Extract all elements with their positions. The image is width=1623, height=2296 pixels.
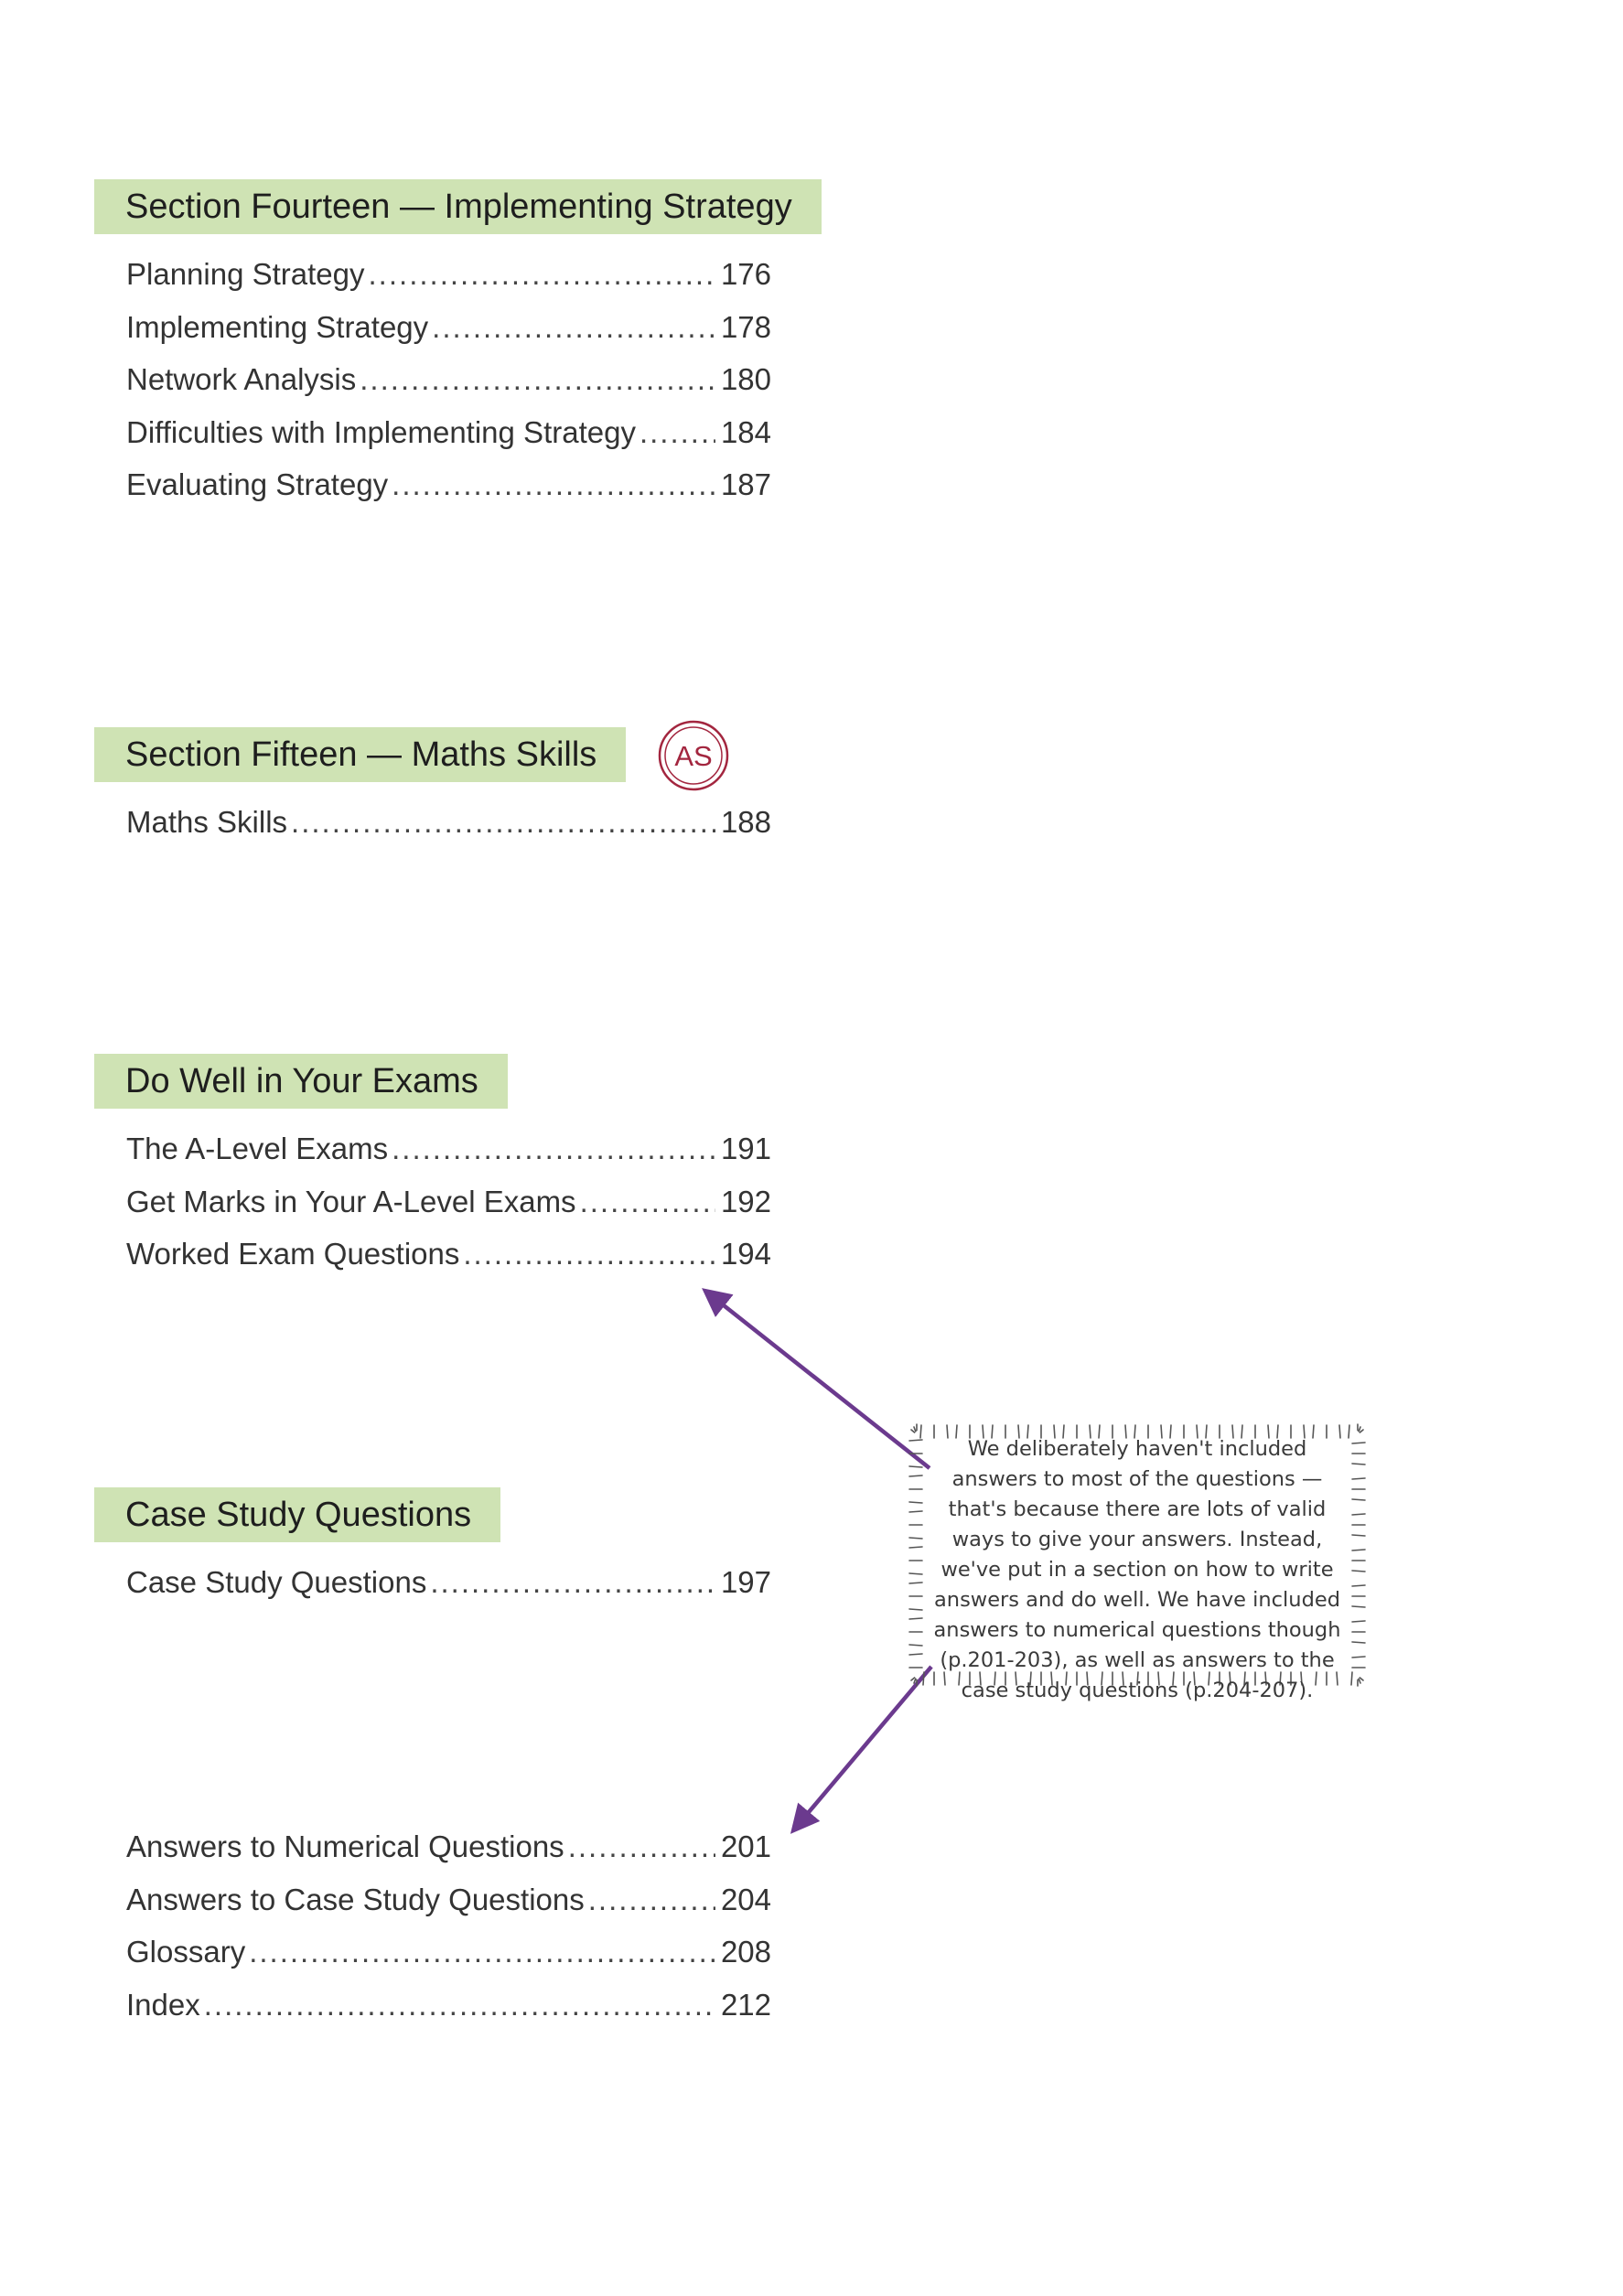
toc-list (94, 1122, 790, 1281)
toc-list (94, 248, 790, 511)
back-matter (94, 1820, 790, 2031)
toc-entry-title: Index (126, 1987, 200, 2022)
section-heading: Section Fifteen — Maths Skills (94, 727, 626, 782)
toc-entry-page: 194 (720, 1237, 771, 1271)
toc-entry[interactable] (126, 248, 771, 301)
dot-leader (568, 1820, 715, 1873)
section-exams (94, 1054, 790, 1281)
toc-entry[interactable] (126, 1926, 771, 1979)
arrow-up (706, 1292, 930, 1468)
dot-leader (392, 1122, 715, 1175)
dot-leader (430, 1556, 715, 1609)
dot-leader (463, 1228, 715, 1281)
toc-entry[interactable] (126, 1556, 771, 1609)
section-heading: Do Well in Your Exams (94, 1054, 508, 1109)
as-badge-icon (657, 719, 730, 792)
section-fourteen (94, 179, 790, 511)
section-case-study (94, 1487, 790, 1609)
toc-entry-page: 188 (720, 805, 771, 839)
toc-entry-title: Network Analysis (126, 362, 357, 396)
dot-leader (392, 458, 715, 511)
dot-leader (588, 1873, 715, 1926)
dot-leader (369, 248, 715, 301)
toc-entry[interactable] (126, 1820, 771, 1873)
toc-entry-title: Maths Skills (126, 805, 288, 839)
toc-entry-title: Answers to Numerical Questions (126, 1829, 564, 1863)
section-heading: Section Fourteen — Implementing Strategy (94, 179, 822, 234)
toc-list (94, 1556, 790, 1609)
dot-leader (360, 353, 715, 406)
arrow-down (794, 1667, 931, 1829)
toc-entry[interactable] (126, 1873, 771, 1926)
toc-list (94, 1820, 790, 2031)
toc-entry-title: Evaluating Strategy (126, 467, 389, 501)
as-badge-label: AS (674, 740, 713, 772)
toc-entry-title: Get Marks in Your A-Level Exams (126, 1184, 576, 1218)
dot-leader (291, 796, 715, 849)
dot-leader (204, 1979, 715, 2032)
toc-entry-title: Glossary (126, 1935, 246, 1969)
dot-leader (432, 301, 715, 354)
toc-entry[interactable] (126, 1228, 771, 1281)
note-box (904, 1420, 1370, 1702)
toc-entry[interactable] (126, 406, 771, 459)
toc-entry[interactable] (126, 458, 771, 511)
dot-leader (249, 1926, 715, 1979)
toc-entry-title: Answers to Case Study Questions (126, 1882, 585, 1916)
dot-leader (640, 406, 715, 459)
toc-entry[interactable] (126, 796, 771, 849)
toc-entry-title: Case Study Questions (126, 1565, 427, 1599)
toc-entry-page: 187 (720, 467, 771, 501)
toc-entry-page: 178 (720, 309, 771, 344)
toc-entry-page: 176 (720, 257, 771, 291)
toc-entry[interactable] (126, 1122, 771, 1175)
toc-entry-title: Worked Exam Questions (126, 1237, 460, 1271)
toc-entry[interactable] (126, 353, 771, 406)
toc-entry[interactable] (126, 1175, 771, 1228)
toc-entry-title: Planning Strategy (126, 257, 365, 291)
section-heading: Case Study Questions (94, 1487, 500, 1542)
toc-entry[interactable] (126, 1979, 771, 2032)
toc-entry-page: 201 (720, 1829, 771, 1863)
toc-entry-page: 208 (720, 1935, 771, 1969)
toc-entry-page: 184 (720, 414, 771, 449)
toc-entry[interactable] (126, 301, 771, 354)
toc-entry-title: Implementing Strategy (126, 309, 429, 344)
toc-entry-page: 204 (720, 1882, 771, 1916)
toc-list (94, 796, 790, 849)
dot-leader (580, 1175, 715, 1228)
toc-entry-page: 191 (720, 1132, 771, 1165)
toc-entry-page: 192 (720, 1184, 771, 1218)
note-text: We deliberately haven't included answers to most of the questions — that's because there are lots of valid ways to give your answers. Instead, we've put in a section on how to write answers and do well. We have included answers to numerical questions though (p.201-203), as well as answers to the case study questions (p.204-207). (933, 1437, 1341, 1702)
toc-entry-page: 197 (720, 1565, 771, 1599)
toc-entry-page: 212 (720, 1987, 771, 2022)
toc-entry-title: The A-Level Exams (126, 1132, 389, 1165)
toc-entry-title: Difficulties with Implementing Strategy (126, 414, 636, 449)
toc-entry-page: 180 (720, 362, 771, 396)
